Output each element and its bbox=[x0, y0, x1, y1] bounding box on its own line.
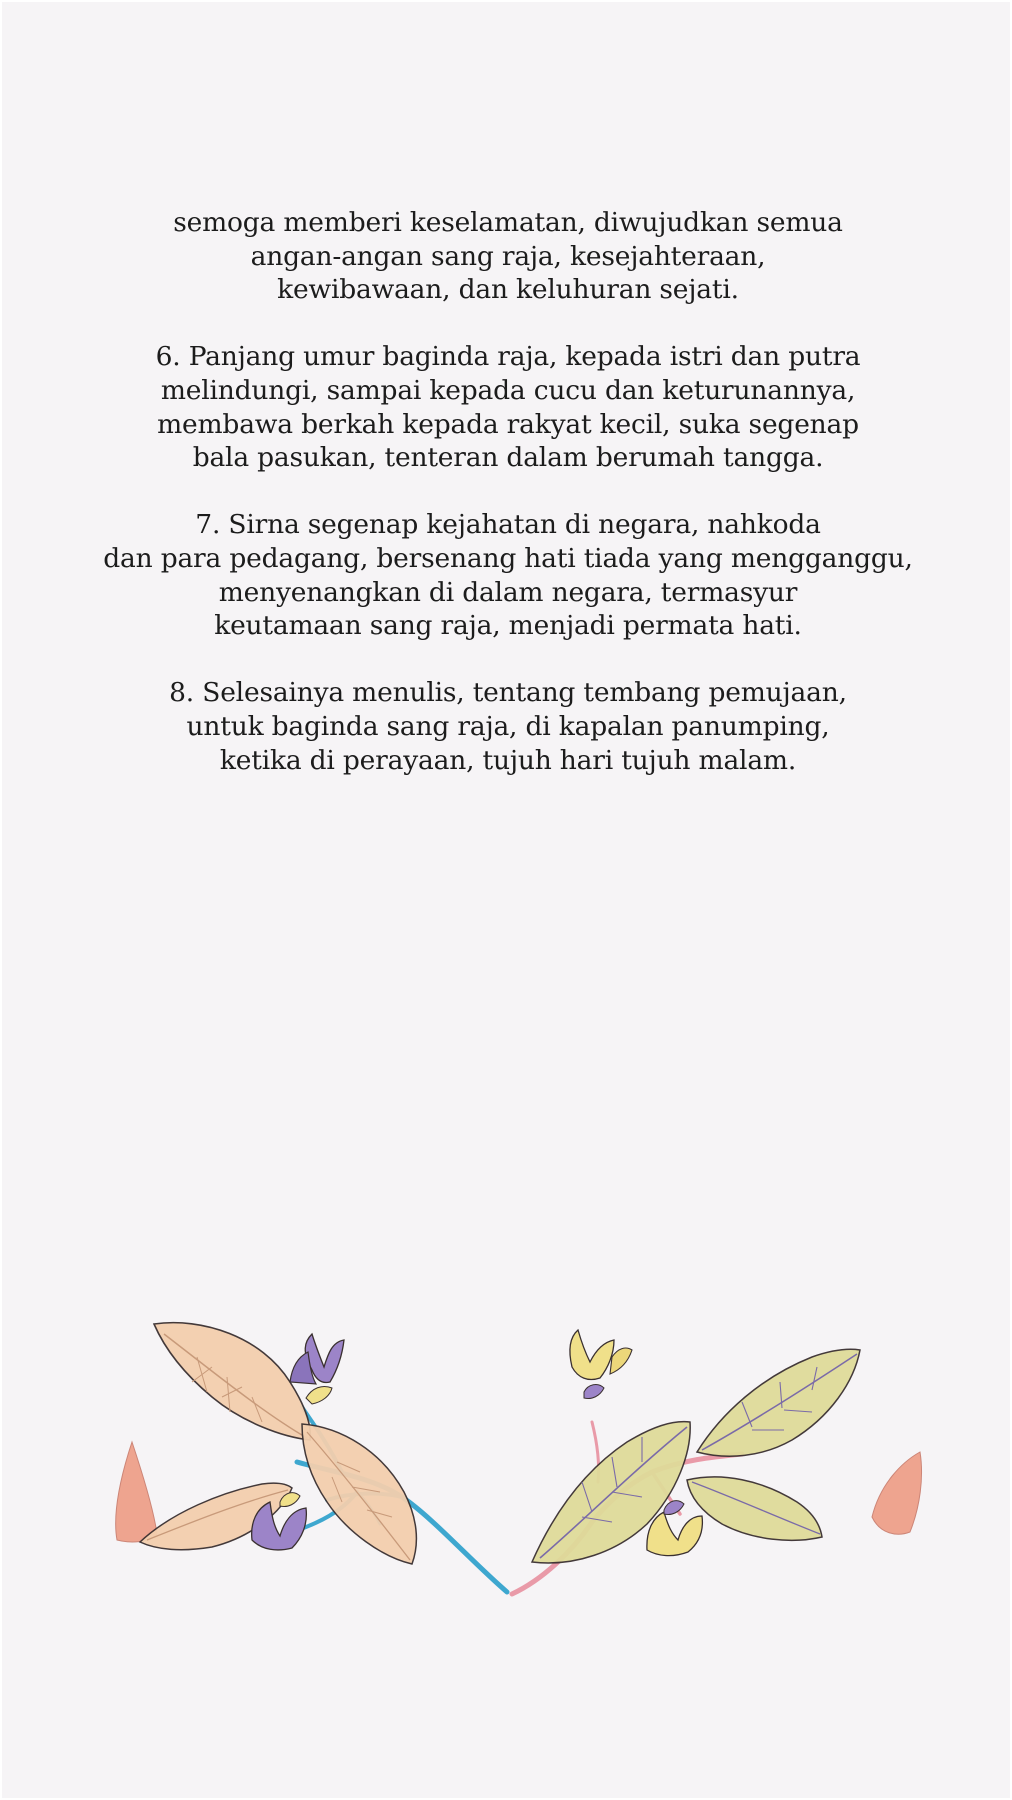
poem-line: semoga memberi keselamatan, diwujudkan semua bbox=[173, 207, 843, 238]
stanza-8 bbox=[62, 676, 954, 777]
poem-line: kewibawaan, dan keluhuran sejati. bbox=[277, 274, 739, 306]
poem-line: 8. Selesainya menulis, tentang tembang pemujaan, bbox=[169, 677, 847, 709]
peach-leaf-center-left bbox=[302, 1424, 416, 1564]
poem-line: membawa berkah kepada rakyat kecil, suka segenap bbox=[157, 408, 859, 440]
poem-line: untuk baginda sang raja, di kapalan panumping, bbox=[186, 710, 830, 742]
poem-line: dan para pedagang, bersenang hati tiada yang mengganggu, bbox=[103, 542, 913, 574]
olive-leaf-bottom-right bbox=[687, 1477, 822, 1540]
peach-leaf-top-left bbox=[154, 1323, 310, 1440]
olive-leaf-top-right bbox=[697, 1349, 860, 1456]
poem-line: keutamaan sang raja, menjadi permata hati. bbox=[214, 610, 802, 642]
stanza-7 bbox=[62, 508, 954, 642]
poem-line: 7. Sirna segenap kejahatan di negara, nahkoda bbox=[195, 509, 821, 541]
stanza-5-ending bbox=[62, 206, 954, 307]
poem-line: bala pasukan, tenteran dalam berumah tangga. bbox=[192, 442, 824, 474]
poem-line: menyenangkan di dalam negara, termasyur bbox=[218, 576, 798, 608]
poem-text bbox=[62, 206, 954, 811]
stanza-6 bbox=[62, 340, 954, 474]
poem-line: angan-angan sang raja, kesejahteraan, bbox=[250, 240, 766, 272]
poem-line: melindungi, sampai kepada cucu dan keturunannya, bbox=[160, 374, 856, 406]
poem-line: ketika di perayaan, tujuh hari tujuh malam. bbox=[219, 744, 797, 776]
salmon-leaf-right bbox=[872, 1452, 922, 1534]
yellow-flower-top bbox=[570, 1330, 632, 1399]
salmon-leaf-left bbox=[116, 1442, 157, 1542]
poem-line: 6. Panjang umur baginda raja, kepada istri dan putra bbox=[155, 341, 861, 373]
floral-garland-icon bbox=[112, 1312, 932, 1612]
purple-flower-top bbox=[290, 1334, 344, 1404]
